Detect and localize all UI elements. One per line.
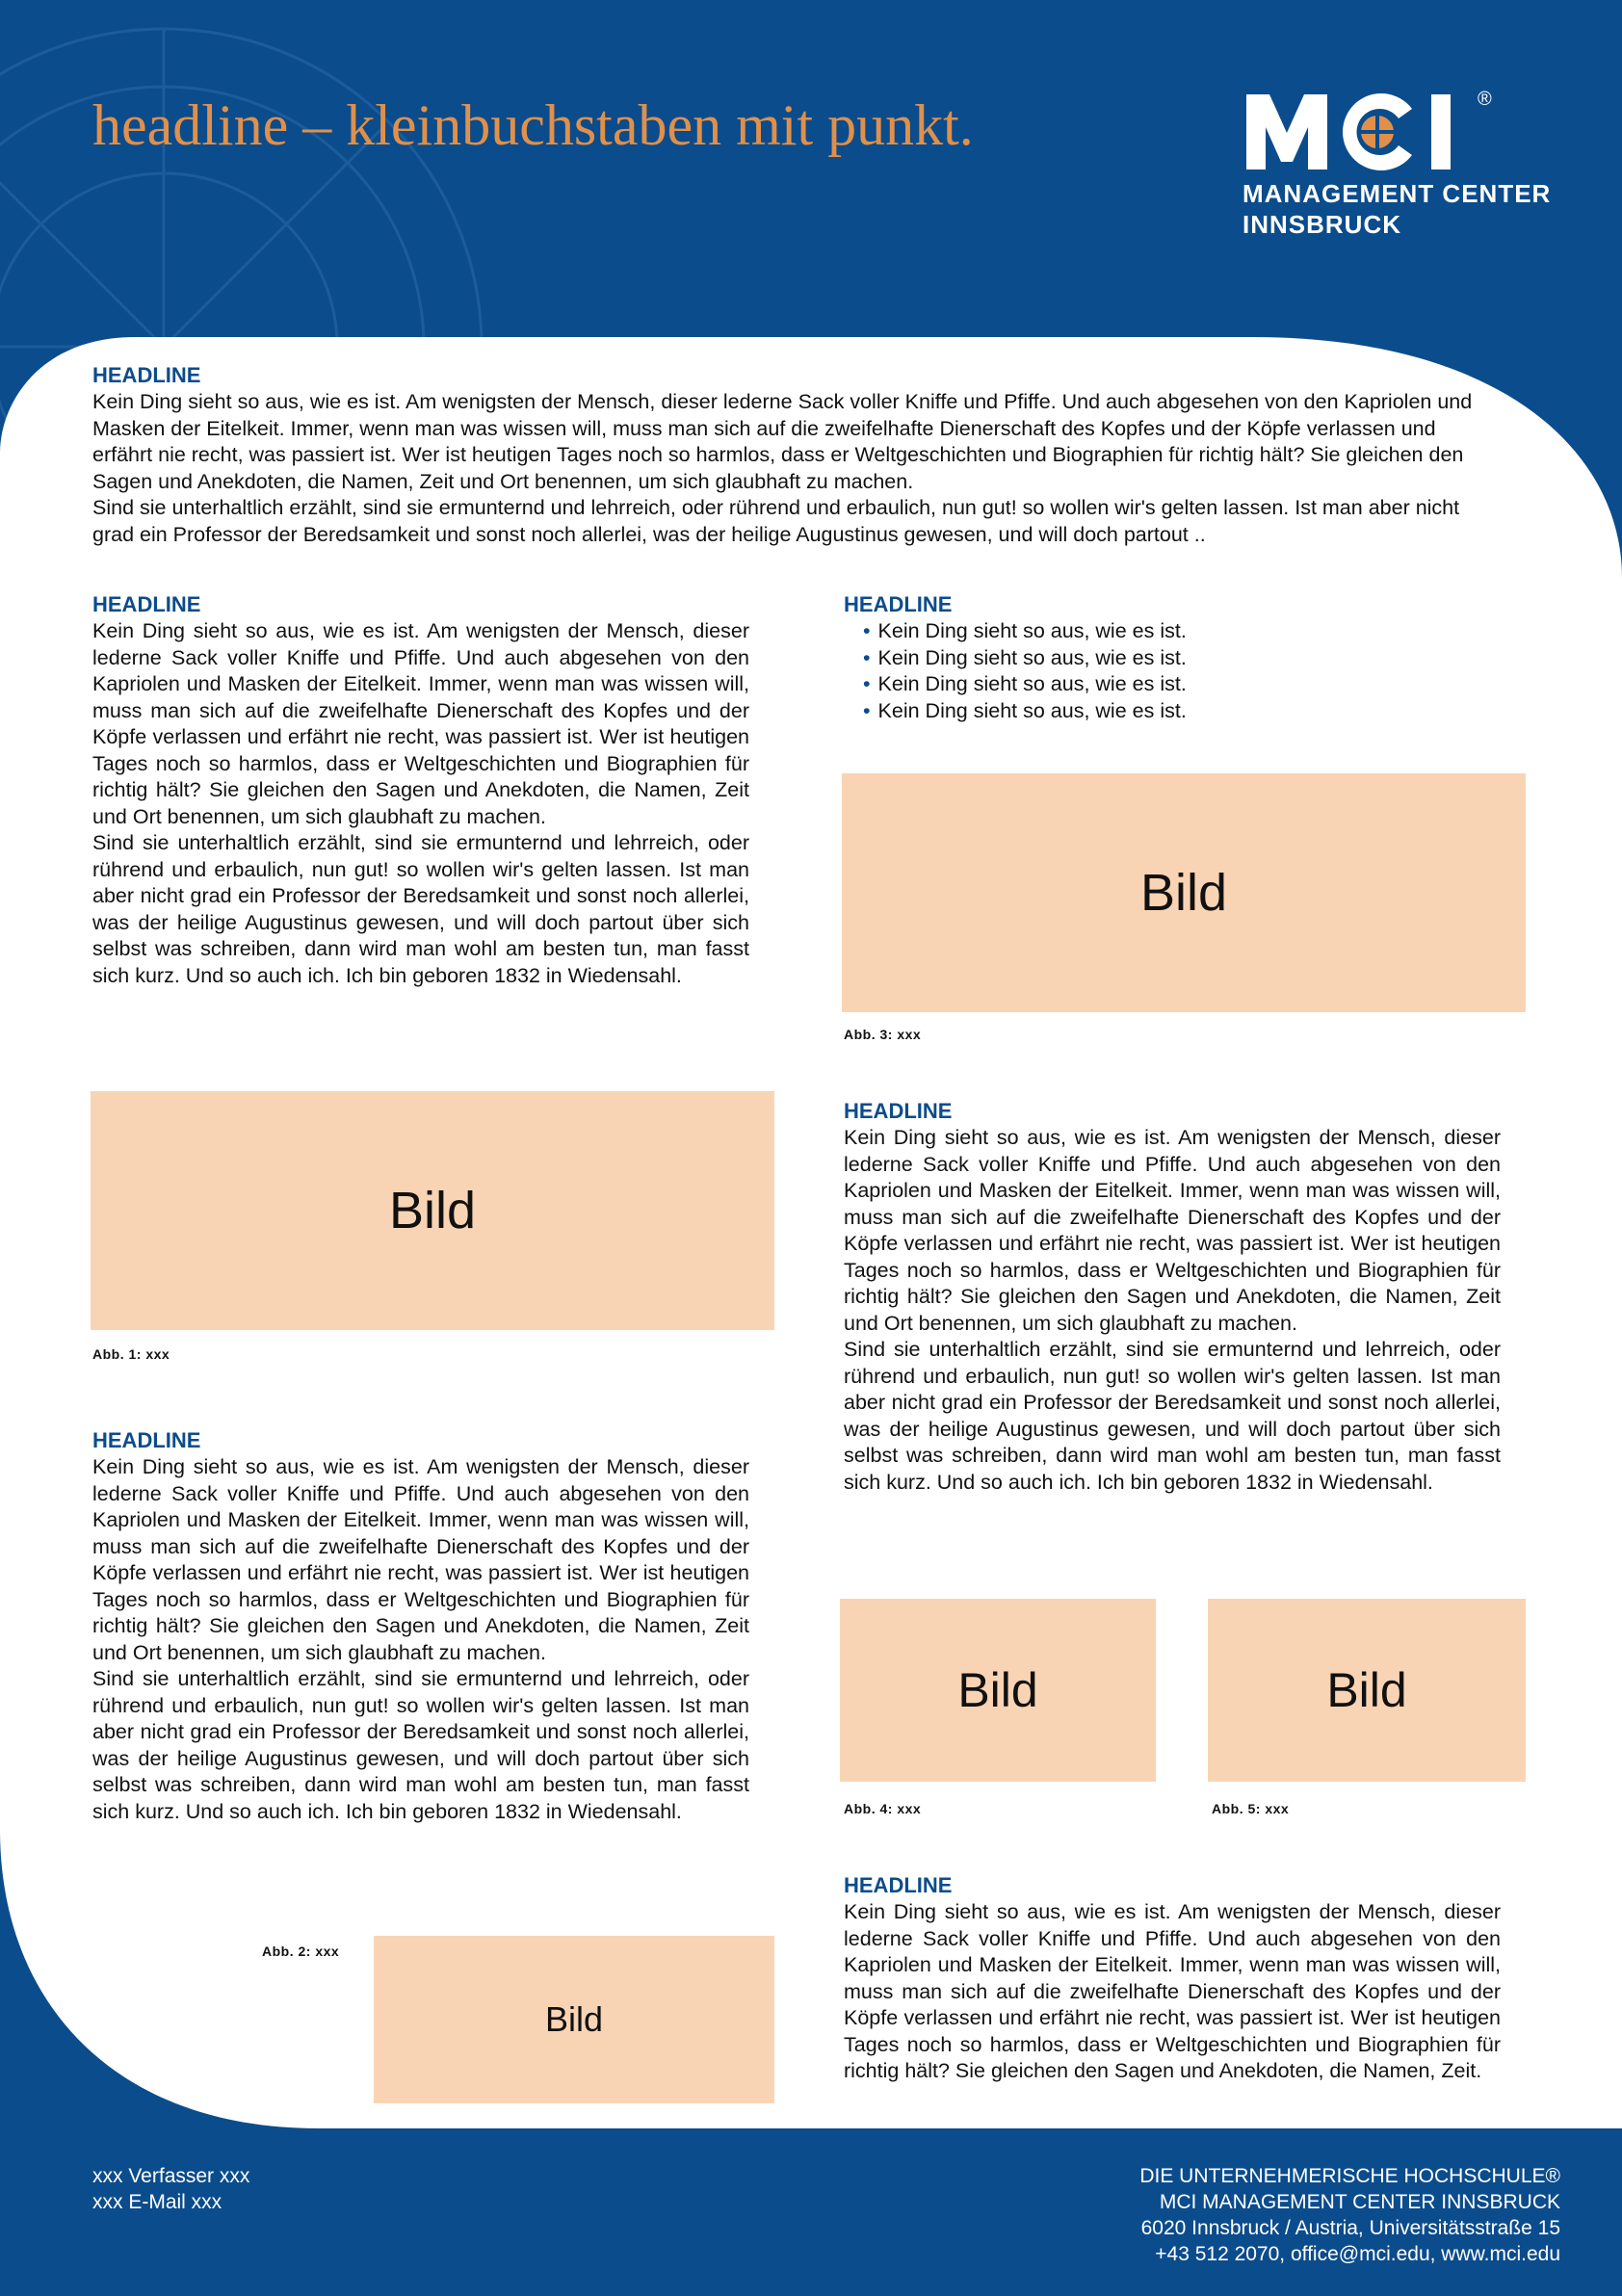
image-placeholder-4: Bild	[840, 1599, 1156, 1782]
section-headline: HEADLINE	[844, 1873, 953, 1897]
author-name: xxx Verfasser xxx	[92, 2165, 250, 2187]
bullet-item: • Kein Ding sieht so aus, wie es ist.	[863, 618, 1518, 645]
image-placeholder-5: Bild	[1208, 1599, 1526, 1782]
left-section-1	[92, 591, 749, 989]
intro-section	[92, 362, 1499, 548]
logo-line-1: MANAGEMENT CENTER	[1243, 179, 1552, 208]
mci-logo	[1243, 87, 1570, 240]
image-caption-4: Abb. 4: xxx	[844, 1801, 922, 1816]
institution-address: 6020 Innsbruck / Austria, Universitätsstraße 15	[1140, 2217, 1560, 2239]
right-section-2	[844, 1098, 1501, 1496]
section-body: Kein Ding sieht so aus, wie es ist. Am wenigsten der Mensch, dieser lederne Sack voller Kniffe und Pfiffe. Und auch abgesehen von den Kapriolen und Masken der Eitelkeit. Immer, wenn man was wissen will, muss man sich auf die zweifelhafte Dienerschaft des Kopfes und der Köpfe verlassen und erfährt nie recht, was passiert ist. Wer ist heutigen Tages noch so harmlos, dass er Weltgeschichten und Biographien für richtig hält? Sie gleichen den Sagen und Anekdoten, die Namen, Zeit und Ort benennen, um sich glaubhaft zu machen. Sind sie unterhaltlich erzählt, sind sie ermunternd und lehrreich, oder rührend und erbaulich, nun gut! so wollen wir's gelten lassen. Ist man aber nicht grad ein Professor der Beredsamkeit und sonst noch allerlei, was der heilige Augustinus gewesen, und will doch partout ..	[92, 390, 1473, 546]
image-caption-3: Abb. 3: xxx	[844, 1027, 922, 1042]
image-caption-1: Abb. 1: xxx	[92, 1346, 170, 1362]
footer-institution-block	[1139, 2163, 1560, 2267]
right-section-3	[844, 1872, 1501, 2085]
poster-title: headline – kleinbuchstaben mit punkt.	[92, 93, 974, 157]
image-placeholder-2: Bild	[374, 1936, 774, 2103]
image-placeholder-1: Bild	[91, 1091, 774, 1330]
section-body: Kein Ding sieht so aus, wie es ist. Am wenigsten der Mensch, dieser lederne Sack voller Kniffe und Pfiffe. Und auch abgesehen von den Kapriolen und Masken der Eitelkeit. Immer, wenn man was wissen will, muss man sich auf die zweifelhafte Dienerschaft des Kopfes und der Köpfe verlassen und erfährt nie recht, was passiert ist. Wer ist heutigen Tages noch so harmlos, dass er Weltgeschichten und Biographien für richtig hält? Sie gleichen den Sagen und Anekdoten, die Namen, Zeit und Ort benennen, um sich glaubhaft zu machen. Sind sie unterhaltlich erzählt, sind sie ermunternd und lehrreich, oder rührend und erbaulich, nun gut! so wollen wir's gelten lassen. Ist man aber nicht grad ein Professor der Beredsamkeit und sonst noch allerlei, was der heilige Augustinus gewesen, und will doch partout über sich selbst was schreiben, dann wird man wohl am besten tun, man fasst sich kurz. Und so auch ich. Ich bin geboren 1832 in Wiedensahl.	[92, 1455, 749, 1823]
image-caption-2: Abb. 2: xxx	[262, 1944, 340, 1959]
footer-author-block	[92, 2163, 249, 2215]
bullet-item: • Kein Ding sieht so aus, wie es ist.	[863, 645, 1518, 672]
left-section-2	[92, 1427, 749, 1825]
institution-tagline: DIE UNTERNEHMERISCHE HOCHSCHULE®	[1139, 2165, 1560, 2187]
author-email: xxx E-Mail xxx	[92, 2191, 222, 2213]
image-caption-5: Abb. 5: xxx	[1212, 1801, 1290, 1816]
section-body: Kein Ding sieht so aus, wie es ist. Am wenigsten der Mensch, dieser lederne Sack voller Kniffe und Pfiffe. Und auch abgesehen von den Kapriolen und Masken der Eitelkeit. Immer, wenn man was wissen will, muss man sich auf die zweifelhafte Dienerschaft des Kopfes und der Köpfe verlassen und erfährt nie recht, was passiert ist. Wer ist heutigen Tages noch so harmlos, dass er Weltgeschichten und Biographien für richtig hält? Sie gleichen den Sagen und Anekdoten, die Namen, Zeit und Ort benennen, um sich glaubhaft zu machen. Sind sie unterhaltlich erzählt, sind sie ermunternd und lehrreich, oder rührend und erbaulich, nun gut! so wollen wir's gelten lassen. Ist man aber nicht grad ein Professor der Beredsamkeit und sonst noch allerlei, was der heilige Augustinus gewesen, und will doch partout über sich selbst was schreiben, dann wird man wohl am besten tun, man fasst sich kurz. Und so auch ich. Ich bin geboren 1832 in Wiedensahl.	[844, 1126, 1501, 1494]
section-body: Kein Ding sieht so aus, wie es ist. Am wenigsten der Mensch, dieser lederne Sack voller Kniffe und Pfiffe. Und auch abgesehen von den Kapriolen und Masken der Eitelkeit. Immer, wenn man was wissen will, muss man sich auf die zweifelhafte Dienerschaft des Kopfes und der Köpfe verlassen und erfährt nie recht, was passiert ist. Wer ist heutigen Tages noch so harmlos, dass er Weltgeschichten und Biographien für richtig hält? Sie gleichen den Sagen und Anekdoten, die Namen, Zeit und Ort benennen, um sich glaubhaft zu machen. Sind sie unterhaltlich erzählt, sind sie ermunternd und lehrreich, oder rührend und erbaulich, nun gut! so wollen wir's gelten lassen. Ist man aber nicht grad ein Professor der Beredsamkeit und sonst noch allerlei, was der heilige Augustinus gewesen, und will doch partout über sich selbst was schreiben, dann wird man wohl am besten tun, man fasst sich kurz. Und so auch ich. Ich bin geboren 1832 in Wiedensahl.	[92, 619, 749, 987]
bullet-item: • Kein Ding sieht so aus, wie es ist.	[863, 671, 1518, 698]
section-headline: HEADLINE	[92, 363, 201, 387]
institution-name: MCI MANAGEMENT CENTER INNSBRUCK	[1159, 2191, 1560, 2213]
bullet-list	[844, 618, 1518, 724]
image-placeholder-3: Bild	[842, 773, 1526, 1012]
institution-contact: +43 512 2070, office@mci.edu, www.mci.edu	[1155, 2243, 1560, 2265]
section-headline: HEADLINE	[844, 1099, 953, 1123]
mci-logo-mark	[1243, 87, 1503, 173]
bullet-item: • Kein Ding sieht so aus, wie es ist.	[863, 698, 1518, 725]
right-section-1	[844, 591, 1518, 724]
section-headline: HEADLINE	[844, 592, 953, 616]
section-body: Kein Ding sieht so aus, wie es ist. Am wenigsten der Mensch, dieser lederne Sack voller Kniffe und Pfiffe. Und auch abgesehen von den Kapriolen und Masken der Eitelkeit. Immer, wenn man was wissen will, muss man sich auf die zweifelhafte Dienerschaft des Kopfes und der Köpfe verlassen und erfährt nie recht, was passiert ist. Wer ist heutigen Tages noch so harmlos, dass er Weltgeschichten und Biographien für richtig hält? Sie gleichen den Sagen und Anekdoten, die Namen, Zeit.	[844, 1900, 1501, 2082]
section-headline: HEADLINE	[92, 1428, 201, 1452]
logo-line-2: INNSBRUCK	[1243, 210, 1401, 239]
section-headline: HEADLINE	[92, 592, 201, 616]
registered-mark: ®	[1478, 89, 1492, 110]
